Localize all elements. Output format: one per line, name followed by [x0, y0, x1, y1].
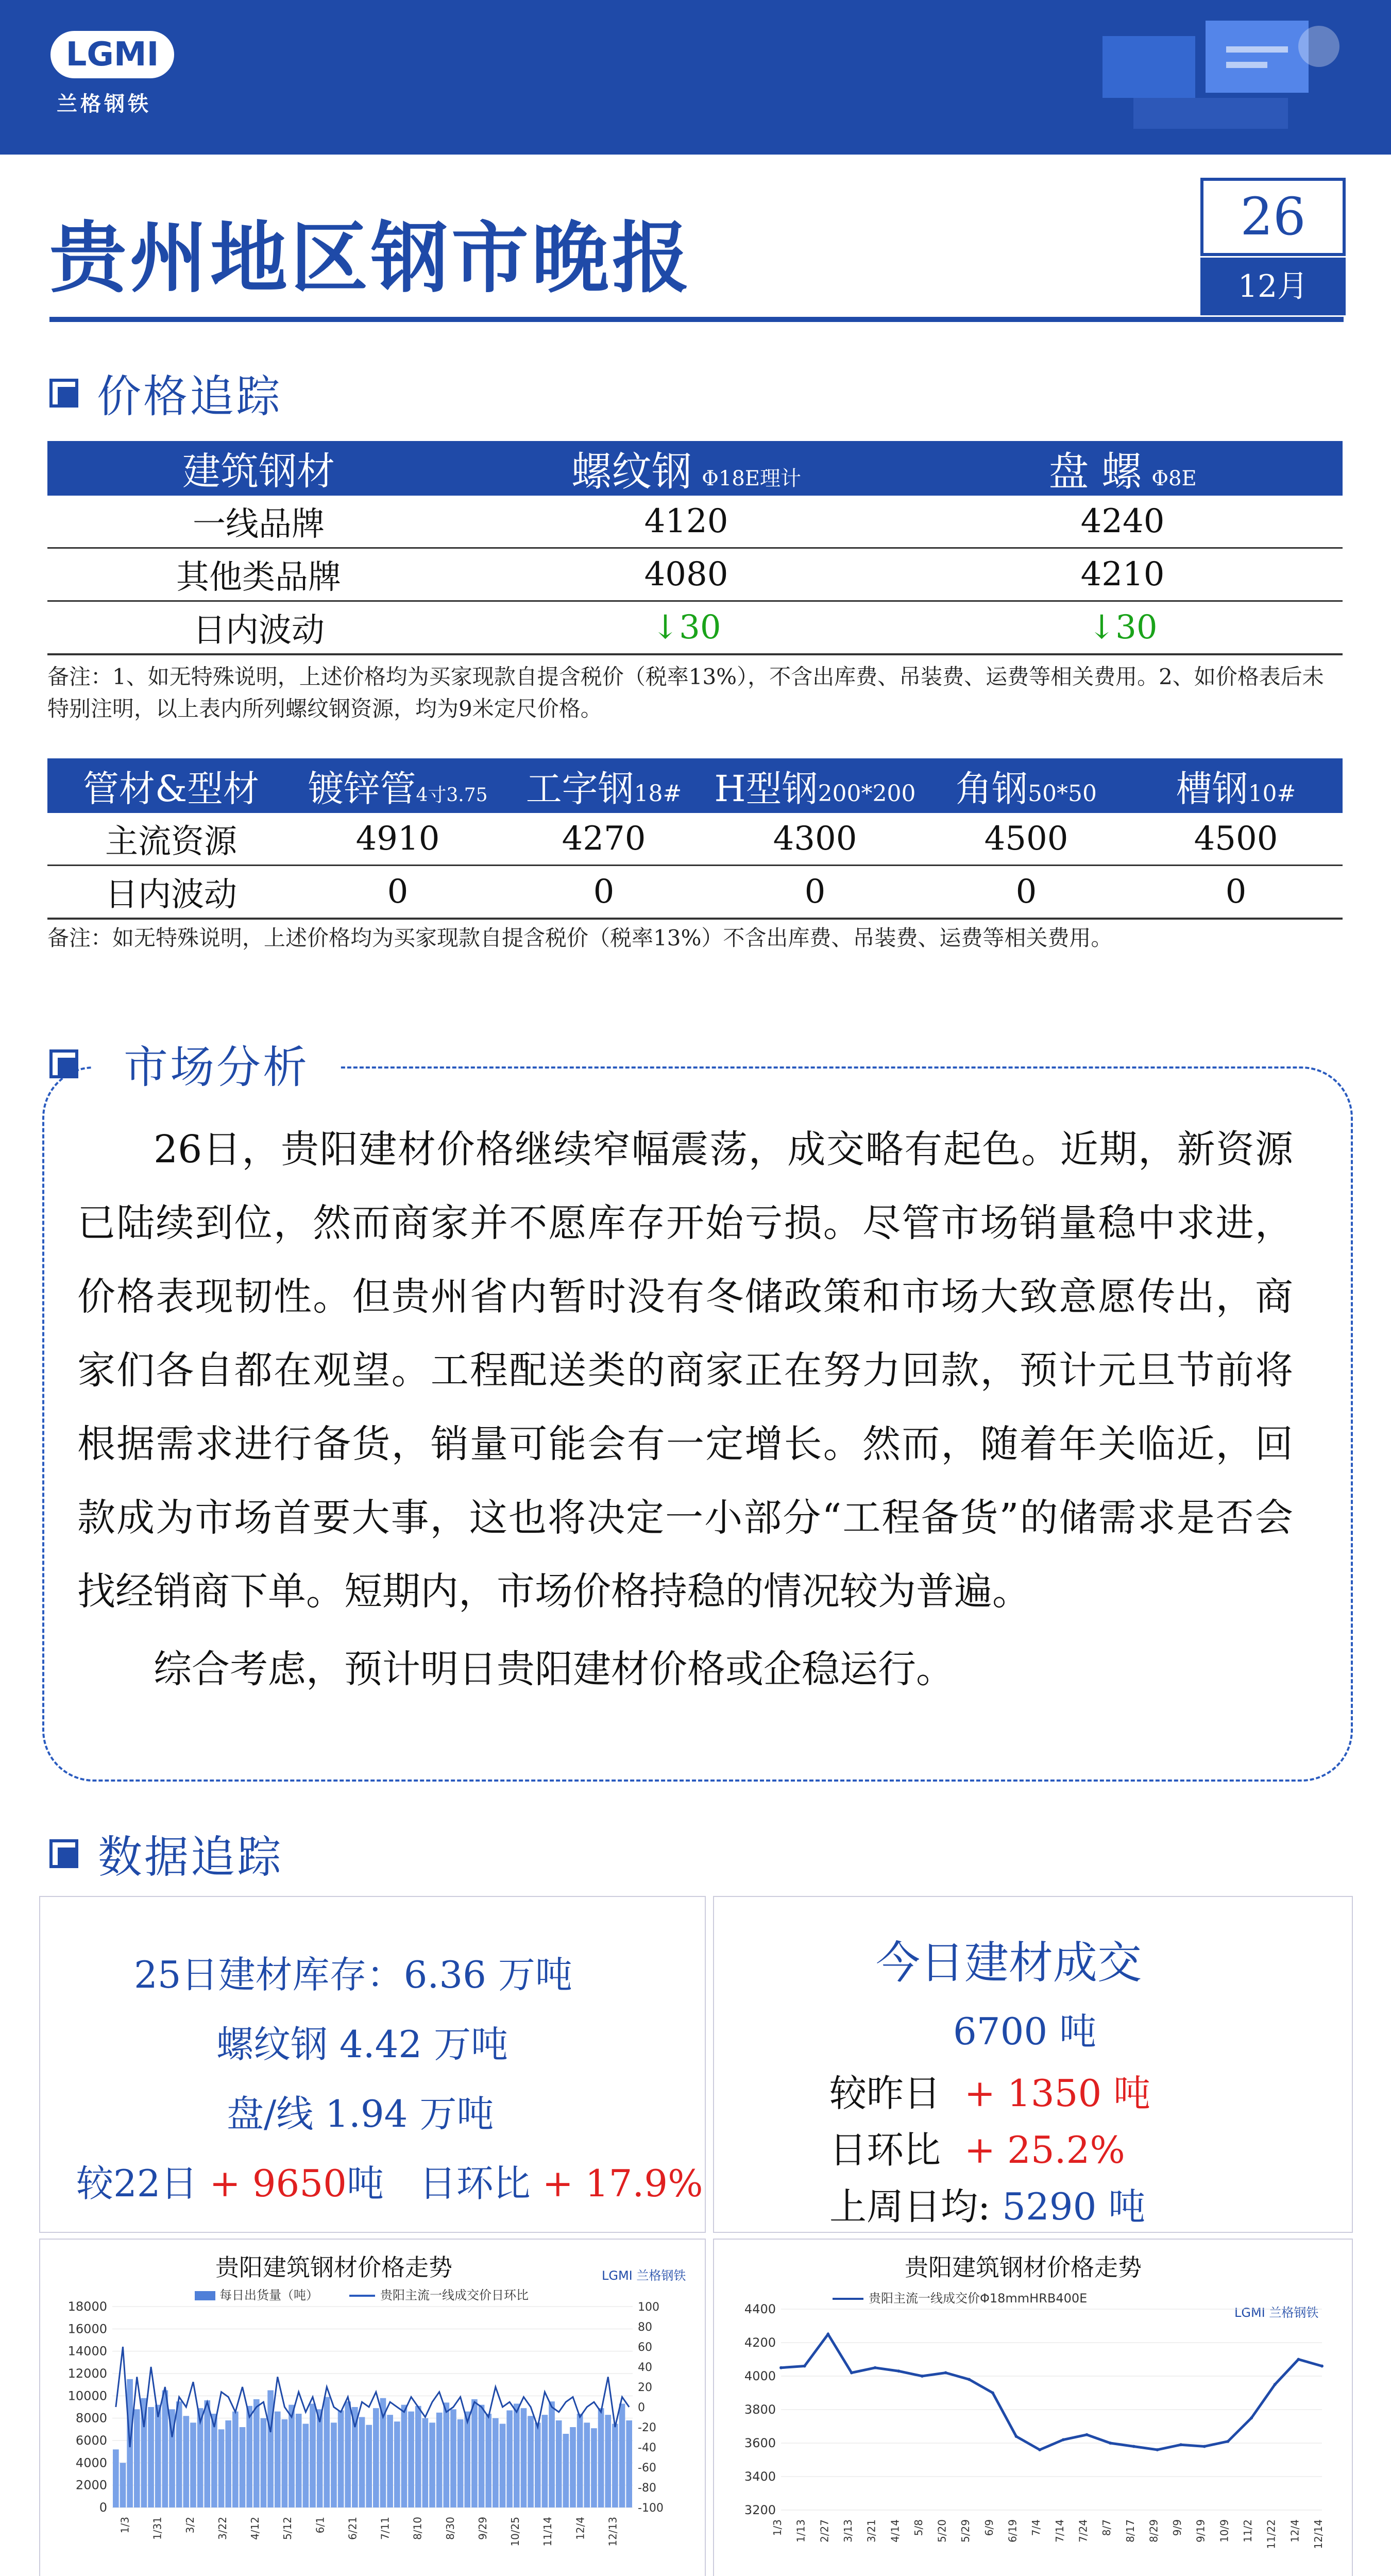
- bar: [225, 2420, 231, 2507]
- y-tick-label: 4000: [75, 2455, 107, 2470]
- data-point: [1203, 2445, 1206, 2448]
- x-tick-label: 8/29: [1147, 2519, 1160, 2543]
- bar: [521, 2408, 527, 2507]
- y-tick-label: 4400: [744, 2302, 776, 2316]
- x-tick-label: 4/12: [249, 2517, 262, 2540]
- bar: [331, 2422, 337, 2507]
- bar: [408, 2412, 414, 2507]
- y-tick-label: 16000: [67, 2321, 107, 2336]
- data-point: [1320, 2365, 1324, 2368]
- x-tick-label: 6/9: [982, 2519, 995, 2536]
- bar: [120, 2463, 126, 2507]
- y-tick-label: 3800: [744, 2402, 776, 2417]
- bar: [612, 2424, 618, 2508]
- data-point: [779, 2366, 783, 2369]
- bar: [514, 2404, 520, 2508]
- section-title-price: 价格追踪: [97, 371, 282, 422]
- x-tick-label: 1/31: [151, 2517, 164, 2540]
- data-point: [921, 2375, 924, 2378]
- lastweek-line: 上周日均: 5290 吨: [829, 2185, 1146, 2228]
- date-month: 12月: [1200, 258, 1346, 315]
- section-title-data: 数据追踪: [98, 1832, 283, 1883]
- bar: [584, 2422, 590, 2507]
- bar: [528, 2416, 534, 2507]
- x-tick-label: 5/12: [281, 2517, 294, 2540]
- bar: [345, 2401, 351, 2507]
- x-tick-label: 8/17: [1124, 2519, 1136, 2543]
- section-icon: [49, 379, 78, 408]
- data-point: [991, 2392, 994, 2395]
- y2-tick-label: -100: [638, 2502, 664, 2515]
- chart-logo: LGMI 兰格钢铁: [1234, 2306, 1319, 2320]
- x-tick-label: 8/10: [411, 2517, 424, 2540]
- table-note: 备注：1、如无特殊说明，上述价格均为买家现款自提含税价（税率13%），不含出库费、吊装费、运费等相关费用。2、如价格表后未特别注明，以上表内所列螺纹钢资源，均为9米定尺价格。: [47, 664, 1324, 721]
- table-row: 其他类品牌 4080 4210: [47, 549, 1343, 602]
- table-row: 主流资源 4910 4270 4300 4500 4500: [47, 813, 1343, 866]
- data-point: [803, 2365, 806, 2368]
- chart-legend: [195, 2288, 529, 2302]
- brand-name: 兰格钢铁: [57, 92, 151, 116]
- y2-tick-label: -40: [638, 2442, 656, 2454]
- analysis-paragraph: 26日，贵阳建材价格继续窄幅震荡，成交略有起色。近期，新资源已陆续到位，然而商家并不愿库存开始亏损。尽管市场销量稳中求进，价格表现韧性。但贵州省内暂时没有冬储政策和市场大致意愿传出，商家们各自都在观望。工程配送类的商家正在努力回款，预计元旦节前将根据需求进行备货，销量可能会有一定增长。然而，随着年关临近，回款成为市场首要大事，这也将决定一小部分“工程备货”的储需求是否会找经销商下单。短期内，市场价格持稳的情况较为普遍。: [77, 1127, 1293, 1614]
- bar: [443, 2402, 449, 2507]
- table-row: 一线品牌 4120 4240: [47, 496, 1343, 549]
- bar: [303, 2424, 309, 2508]
- y2-tick-label: 20: [638, 2381, 652, 2394]
- y2-tick-label: 80: [638, 2321, 652, 2334]
- x-tick-label: 7/4: [1030, 2519, 1043, 2536]
- data-point: [1274, 2383, 1277, 2386]
- data-point: [850, 2371, 853, 2375]
- x-tick-label: 11/2: [1242, 2519, 1254, 2543]
- vs-yesterday-line: 较昨日 + 1350 吨: [829, 2072, 1151, 2115]
- x-tick-label: 1/3: [771, 2519, 784, 2536]
- chart-logo: LGMI 兰格钢铁: [602, 2268, 686, 2283]
- y2-tick-label: -20: [638, 2421, 656, 2434]
- bar: [485, 2414, 491, 2507]
- x-tick-label: 12/4: [1288, 2519, 1301, 2543]
- bar: [422, 2418, 429, 2507]
- bar: [457, 2419, 464, 2507]
- x-tick-label: 6/1: [314, 2517, 327, 2534]
- bar: [436, 2413, 443, 2507]
- y2-tick-label: -60: [638, 2462, 656, 2475]
- bar: [394, 2421, 400, 2507]
- table-row: 日内波动 0 0 0 0 0: [47, 866, 1343, 920]
- bar: [591, 2428, 597, 2507]
- section-icon: [49, 1049, 78, 1078]
- deal-title: 今日建材成交: [876, 1937, 1142, 1989]
- bar: [155, 2405, 161, 2507]
- bar: [366, 2425, 372, 2507]
- x-tick-label: 2/27: [818, 2519, 831, 2543]
- analysis-conclusion: 综合考虑，预计明日贵阳建材价格或企稳运行。: [154, 1647, 954, 1691]
- x-tick-label: 11/22: [1265, 2519, 1278, 2549]
- bar: [542, 2415, 548, 2507]
- bar: [401, 2405, 408, 2507]
- data-point: [944, 2371, 947, 2375]
- rebar-line: 螺纹钢 4.42 万吨: [216, 2023, 508, 2066]
- bar: [289, 2405, 295, 2507]
- header-cell: 盘 螺 Φ8E: [1048, 449, 1197, 495]
- x-tick-label: 3/2: [183, 2517, 196, 2534]
- y2-tick-label: 40: [638, 2361, 652, 2374]
- x-tick-label: 3/21: [865, 2519, 878, 2543]
- legend-label: 贵阳主流一线成交价Φ18mmHRB400E: [869, 2291, 1088, 2306]
- chart-legend: [833, 2291, 1087, 2306]
- data-point: [1297, 2358, 1300, 2361]
- table-header: [47, 441, 1343, 496]
- x-tick-label: 10/25: [509, 2517, 522, 2547]
- bar: [240, 2427, 246, 2507]
- bar: [113, 2449, 119, 2507]
- data-point: [1038, 2448, 1041, 2451]
- chart-title: 贵阳建筑钢材价格走势: [215, 2253, 452, 2281]
- bar: [148, 2407, 154, 2507]
- header-cell: 螺纹钢 Φ18E理计: [571, 449, 801, 495]
- bar: [275, 2412, 281, 2507]
- bar: [429, 2422, 435, 2507]
- bar: [535, 2422, 541, 2507]
- y-tick-label: 3400: [744, 2469, 776, 2484]
- x-tick-label: 10/9: [1218, 2519, 1231, 2543]
- section-icon: [49, 1839, 78, 1868]
- bar: [310, 2404, 316, 2508]
- bar: [317, 2409, 323, 2507]
- x-tick-label: 9/9: [1171, 2519, 1184, 2536]
- y-tick-label: 14000: [67, 2344, 107, 2359]
- bar: [598, 2408, 604, 2507]
- coil-line: 盘/线 1.94 万吨: [227, 2092, 494, 2136]
- bar: [253, 2399, 260, 2507]
- change-line: 较22日 + 9650吨 日环比 + 17.9%: [76, 2162, 703, 2205]
- bar: [296, 2414, 302, 2507]
- chart-card-price: [713, 2239, 1353, 2576]
- bar: [267, 2391, 274, 2508]
- bar: [232, 2412, 239, 2507]
- data-point: [1156, 2448, 1159, 2451]
- bar: [204, 2400, 210, 2507]
- y2-tick-label: 60: [638, 2341, 652, 2354]
- data-point: [1085, 2433, 1088, 2436]
- chart-title: 贵阳建筑钢材价格走势: [905, 2253, 1142, 2281]
- analysis-text: [77, 1113, 1293, 1706]
- bar: [450, 2409, 456, 2507]
- price-table-construction: [47, 441, 1343, 655]
- bar: [373, 2408, 379, 2507]
- x-tick-label: 7/11: [379, 2517, 392, 2540]
- bar: [471, 2399, 478, 2507]
- bar: [556, 2420, 562, 2507]
- x-tick-label: 8/30: [444, 2517, 456, 2540]
- x-tick-label: 11/14: [541, 2517, 554, 2547]
- y-tick-label: 12000: [67, 2366, 107, 2381]
- tech-illustration: [1072, 15, 1360, 155]
- bar: [570, 2427, 576, 2507]
- x-tick-label: 5/20: [936, 2519, 948, 2543]
- chart-price: [714, 2240, 1352, 2576]
- bar: [563, 2434, 569, 2507]
- dod-line: 日环比 + 25.2%: [829, 2128, 1125, 2172]
- bar: [619, 2404, 625, 2508]
- data-point: [1179, 2443, 1182, 2446]
- data-point: [1015, 2435, 1018, 2438]
- x-tick-label: 4/14: [889, 2519, 902, 2543]
- data-point: [1132, 2445, 1135, 2448]
- table-row: 日内波动 ↓30 ↓30: [47, 602, 1343, 655]
- bar: [626, 2420, 632, 2507]
- page-title: 贵州地区钢市晚报: [49, 213, 693, 303]
- x-tick-label: 5/8: [912, 2519, 925, 2536]
- header-band: [0, 0, 1391, 155]
- x-tick-label: 5/29: [959, 2519, 972, 2543]
- x-tick-label: 7/14: [1053, 2519, 1066, 2543]
- data-point: [1109, 2442, 1112, 2445]
- title-divider: [49, 317, 1344, 322]
- bar: [493, 2418, 499, 2507]
- bar: [134, 2409, 140, 2507]
- bar: [387, 2415, 393, 2507]
- x-tick-label: 1/3: [118, 2517, 131, 2534]
- y-tick-label: 4000: [744, 2369, 776, 2383]
- y2-tick-label: -80: [638, 2482, 656, 2495]
- bar: [261, 2418, 267, 2507]
- y-tick-label: 3200: [744, 2503, 776, 2517]
- bar: [246, 2406, 252, 2507]
- bar: [211, 2414, 217, 2507]
- x-tick-label: 7/24: [1077, 2519, 1090, 2543]
- bar: [479, 2405, 485, 2507]
- chart-card-volume: [39, 2239, 706, 2576]
- x-tick-label: 1/13: [794, 2519, 807, 2543]
- x-tick-label: 3/13: [841, 2519, 854, 2543]
- data-point: [826, 2333, 829, 2336]
- y-tick-label: 10000: [67, 2388, 107, 2403]
- inventory-line: 25日建材库存：6.36 万吨: [134, 1953, 572, 1996]
- bar: [577, 2414, 583, 2507]
- brand-logo: LGMI: [50, 31, 174, 78]
- bar: [338, 2411, 344, 2508]
- x-tick-label: 12/13: [606, 2517, 619, 2547]
- bar: [359, 2417, 365, 2508]
- y-tick-label: 18000: [67, 2299, 107, 2314]
- x-tick-label: 12/14: [1312, 2519, 1325, 2549]
- y-tick-label: 4200: [744, 2335, 776, 2350]
- legend-swatch: [195, 2291, 215, 2300]
- bar: [464, 2412, 470, 2507]
- legend-label: 贵阳主流一线成交价日环比: [380, 2288, 529, 2302]
- x-tick-label: 9/19: [1194, 2519, 1207, 2543]
- bar: [218, 2429, 225, 2507]
- x-tick-label: 8/7: [1100, 2519, 1113, 2536]
- section-title-market: 市场分析: [124, 1042, 309, 1093]
- header-cell: 建筑钢材: [182, 449, 335, 494]
- x-tick-label: 3/22: [216, 2517, 229, 2540]
- y-tick-label: 8000: [75, 2411, 107, 2426]
- data-point: [1226, 2440, 1229, 2443]
- deal-volume: 6700 吨: [953, 2010, 1097, 2053]
- data-point: [968, 2378, 971, 2381]
- bar: [324, 2397, 330, 2508]
- series-line: [781, 2334, 1322, 2450]
- bar: [282, 2419, 288, 2507]
- y2-tick-label: 0: [638, 2401, 645, 2414]
- bar: [183, 2416, 189, 2507]
- date-day: 26: [1200, 178, 1346, 256]
- bar: [549, 2401, 555, 2507]
- bar: [500, 2424, 506, 2508]
- bar: [605, 2415, 611, 2507]
- y-tick-label: 3600: [744, 2436, 776, 2450]
- price-table-pipes: [47, 758, 1343, 920]
- bar: [176, 2401, 182, 2507]
- bar: [190, 2422, 196, 2507]
- bar: [506, 2411, 513, 2508]
- data-point: [1062, 2438, 1065, 2442]
- data-point: [874, 2366, 877, 2369]
- bar: [162, 2391, 168, 2508]
- x-tick-label: 6/19: [1006, 2519, 1019, 2543]
- x-tick-label: 6/21: [346, 2517, 359, 2540]
- legend-label: 每日出货量（吨）: [219, 2288, 318, 2302]
- data-point: [1250, 2416, 1253, 2419]
- y-tick-label: 0: [99, 2500, 107, 2515]
- table-header: 管材&型材 镀锌管4寸3.75 工字钢18# H型钢200*200 角钢50*50 槽钢10#: [47, 758, 1343, 813]
- table-note: 备注：如无特殊说明，上述价格均为买家现款自提含税价（税率13%）不含出库费、吊装费、运费等相关费用。: [47, 925, 1113, 951]
- bar: [415, 2406, 421, 2507]
- data-point: [897, 2369, 900, 2372]
- x-tick-label: 12/4: [574, 2517, 587, 2540]
- chart-volume: [40, 2240, 705, 2576]
- x-tick-label: 9/29: [476, 2517, 489, 2540]
- y-tick-label: 2000: [75, 2478, 107, 2493]
- y2-tick-label: 100: [638, 2301, 659, 2314]
- y-tick-label: 6000: [75, 2433, 107, 2448]
